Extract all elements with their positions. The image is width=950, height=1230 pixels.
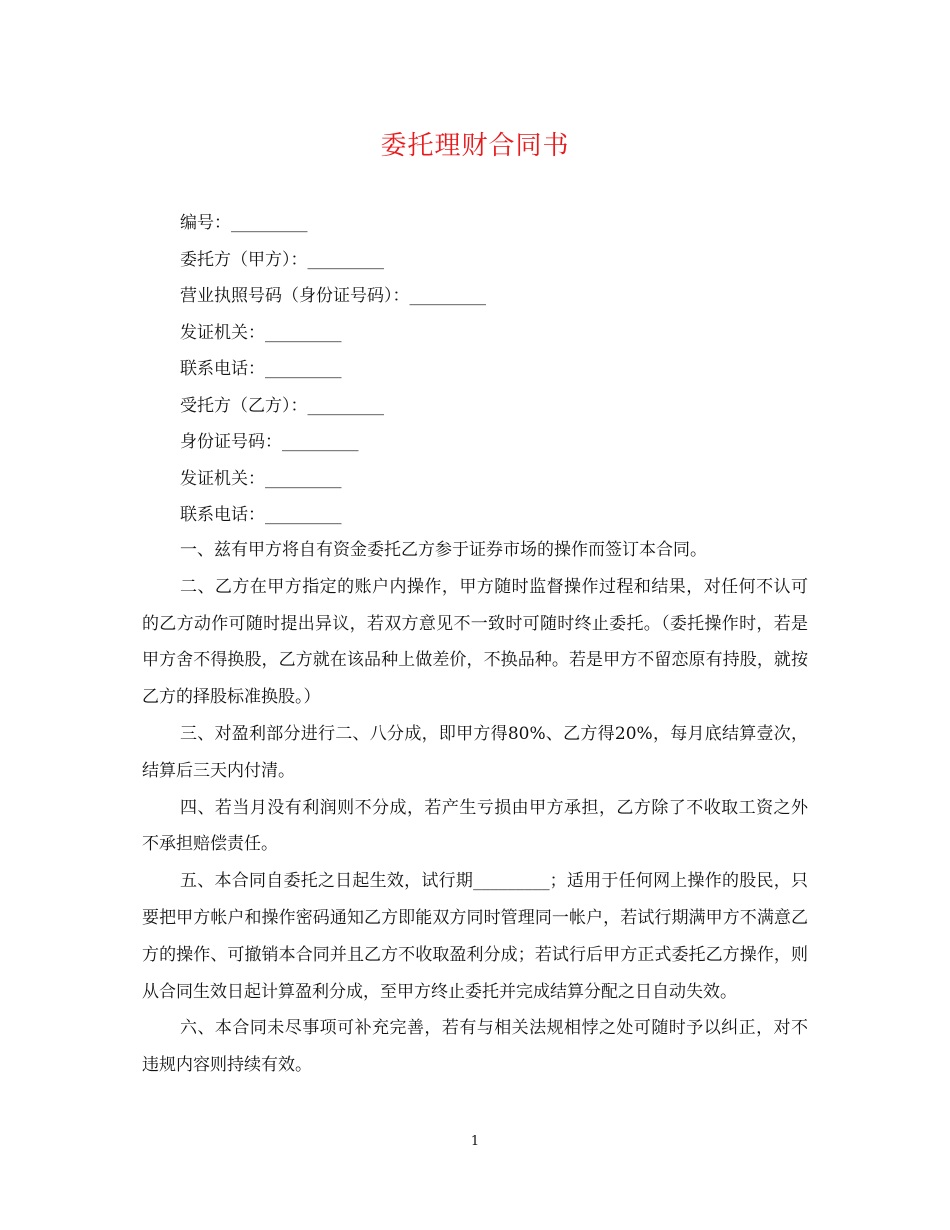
field-party-a-phone: 联系电话：_________ [180,359,342,379]
field-party-a-license: 营业执照号码（身份证号码）：_________ [180,286,486,306]
contract-clauses [142,532,808,1084]
clause-3: 三、对盈利部分进行二、八分成，即甲方得80%、乙方得20%，每月底结算壹次，结算后三天内付清。 [142,723,808,781]
field-party-a: 委托方（甲方）：_________ [180,249,384,270]
field-party-b-phone: 联系电话：_________ [180,505,342,525]
field-contract-number: 编号：_________ [180,213,308,233]
field-party-b: 受托方（乙方）：_________ [180,395,384,416]
clause-6: 六、本合同未尽事项可补充完善，若有与相关法规相悖之处可随时予以纠正，对不违规内容则持续有效。 [142,1018,808,1076]
page-title: 委托理财合同书 [380,131,570,161]
clause-5: 五、本合同自委托之日起生效，试行期_________；适用于任何网上操作的股民，只要把甲方帐户和操作密码通知乙方即能双方同时管理同一帐户，若试行期满甲方不满意乙方的操作、可撤销本合同并且乙方不收取盈利分成；若试行后甲方正式委托乙方操作，则从合同生效日起计算盈利分成，至甲方终止委托并完成结算分配之日自动失效。 [142,871,808,1002]
clause-4: 四、若当月没有利润则不分成，若产生亏损由甲方承担，乙方除了不收取工资之外不承担赔偿责任。 [142,797,808,855]
field-party-b-issuing-authority: 发证机关：_________ [180,468,342,489]
clause-1: 一、兹有甲方将自有资金委托乙方参于证券市场的操作而签订本合同。 [180,540,707,560]
page-number: 1 [470,1134,480,1149]
clause-2: 二、乙方在甲方指定的账户内操作，甲方随时监督操作过程和结果，对任何不认可的乙方动作可随时提出异议，若双方意见不一致时可随时终止委托。（委托操作时，若是甲方舍不得换股，乙方就在该品种上做差价，不换品种。若是甲方不留恋原有持股，就按乙方的择股标准换股。） [142,576,808,708]
field-party-a-issuing-authority: 发证机关：_________ [180,322,342,343]
field-party-b-id: 身份证号码：_________ [180,432,359,452]
contract-fields [180,205,840,534]
